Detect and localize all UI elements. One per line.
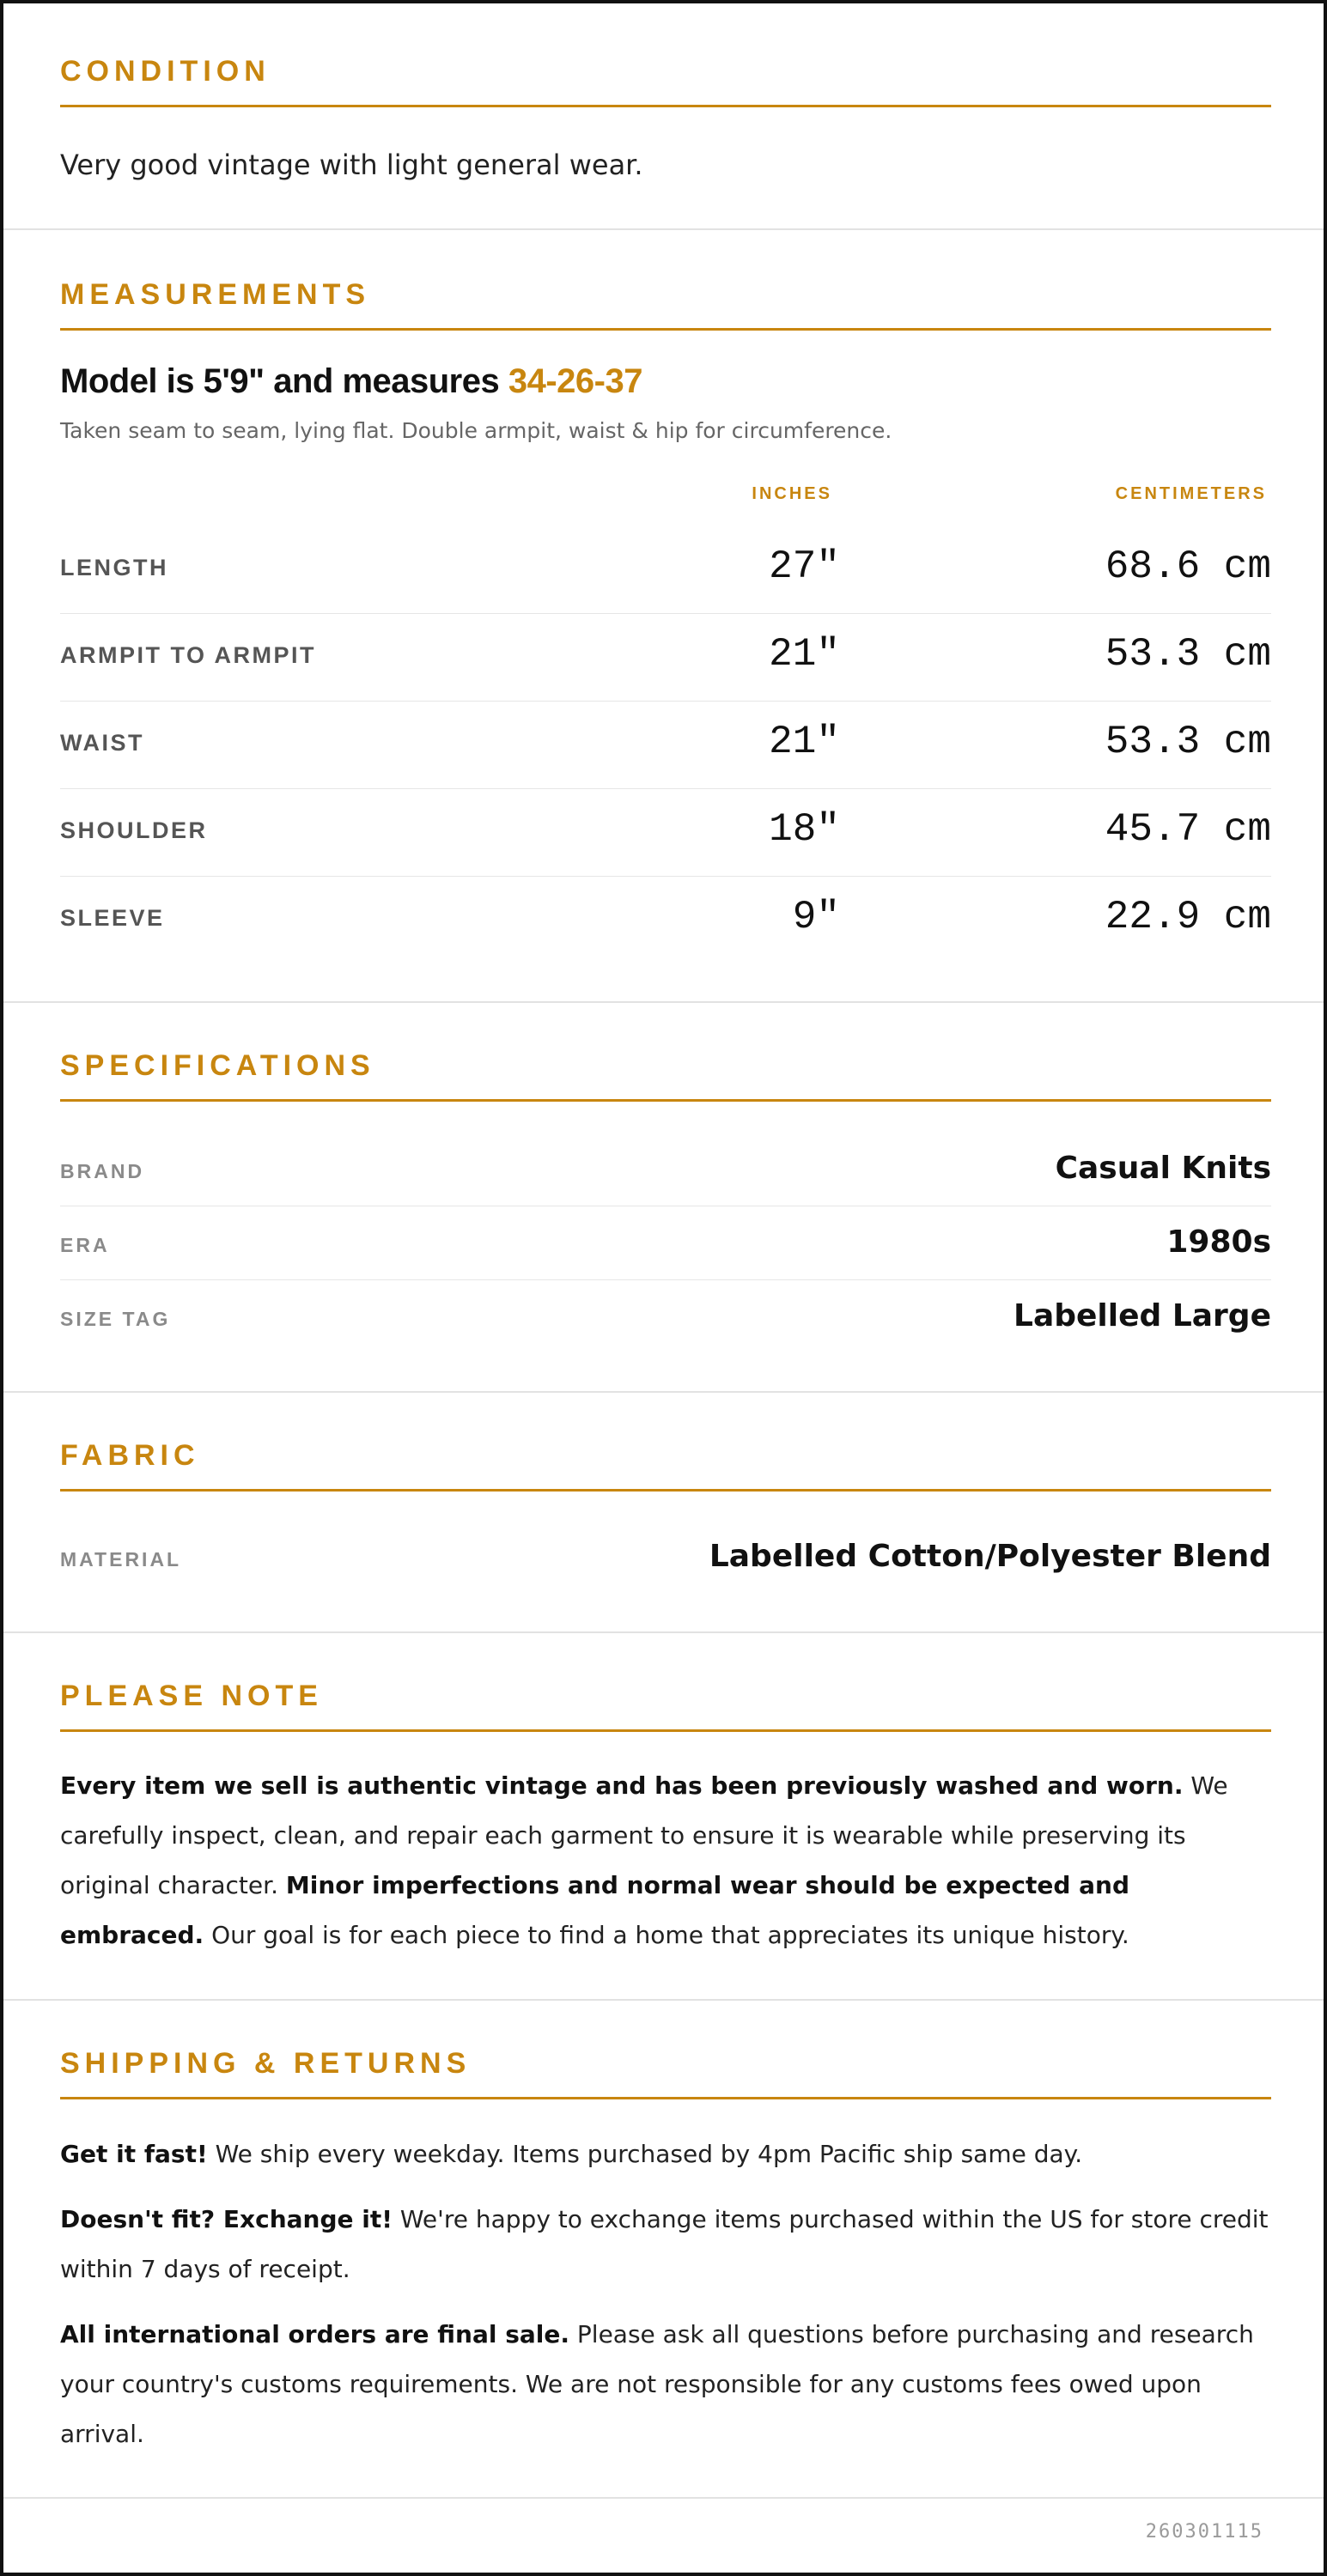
measurements-rule: [60, 328, 1271, 331]
note-paragraph: [60, 1761, 1271, 1960]
condition-rule: [60, 105, 1271, 107]
fabric-section: [3, 1391, 1324, 1633]
shipping-paragraph-exchange: [60, 2195, 1271, 2294]
measurement-cm: 53.3 cm: [1105, 720, 1271, 764]
measurement-inches: 18": [769, 807, 840, 852]
measurements-section: [3, 228, 1324, 1003]
specifications-heading: SPECIFICATIONS: [60, 1049, 375, 1082]
shipping-international-text: Please ask all questions before purchasing and research your country's customs requirements. We are not responsible for any customs fees owed upon arrival.: [60, 2320, 1254, 2448]
spec-label: SIZE TAG: [60, 1308, 171, 1330]
note-text-1: We carefully inspect, clean, and repair each garment to ensure it is wearable while preserving its original character.: [60, 1771, 1228, 1899]
fabric-value: Labelled Cotton/Polyester Blend: [709, 1539, 1271, 1574]
measurement-inches: 21": [769, 720, 840, 764]
note-bold-2: Minor imperfections and normal wear should be expected and embraced.: [60, 1871, 1129, 1949]
spec-row-era: [60, 1206, 1271, 1280]
measurement-cm: 53.3 cm: [1105, 632, 1271, 677]
measurement-row-length: [60, 526, 1271, 614]
shipping-international-bold: All international orders are final sale.: [60, 2320, 570, 2348]
shipping-fast-bold: Get it fast!: [60, 2140, 208, 2168]
measurement-label: WAIST: [60, 730, 144, 756]
fabric-rule: [60, 1489, 1271, 1492]
condition-section: [3, 3, 1324, 230]
shipping-exchange-bold: Doesn't fit? Exchange it!: [60, 2205, 393, 2233]
shipping-paragraph-international: [60, 2310, 1271, 2459]
spec-row-size-tag: [60, 1279, 1271, 1353]
measurement-label: ARMPIT TO ARMPIT: [60, 642, 316, 668]
note-text-2: Our goal is for each piece to find a home that appreciates its unique history.: [204, 1921, 1129, 1949]
spec-value: Labelled Large: [1014, 1298, 1271, 1334]
shipping-exchange-text: We're happy to exchange items purchased within the US for store credit within 7 days of receipt.: [60, 2205, 1269, 2283]
measurement-label: SHOULDER: [60, 817, 208, 843]
measurement-cm: 68.6 cm: [1105, 544, 1271, 589]
centimeters-column-header: CENTIMETERS: [1115, 484, 1267, 503]
measurement-row-shoulder: [60, 788, 1271, 877]
condition-heading: CONDITION: [60, 55, 271, 88]
inches-column-header: INCHES: [752, 484, 832, 503]
measurement-label: SLEEVE: [60, 905, 165, 931]
shipping-fast-text: We ship every weekday. Items purchased by 4pm Pacific ship same day.: [207, 2140, 1083, 2168]
spec-label: ERA: [60, 1234, 110, 1256]
note-section: [3, 1631, 1324, 2001]
shipping-heading: SHIPPING & RETURNS: [60, 2047, 472, 2080]
fabric-label: MATERIAL: [60, 1548, 182, 1571]
measurements-heading: MEASUREMENTS: [60, 278, 371, 311]
measurement-cm: 45.7 cm: [1105, 807, 1271, 852]
shipping-paragraph-fast: [60, 2129, 1271, 2179]
note-heading: PLEASE NOTE: [60, 1680, 323, 1712]
model-figures: 34-26-37: [508, 362, 642, 400]
measurement-row-waist: [60, 701, 1271, 789]
measurement-inches: 27": [769, 544, 840, 589]
shipping-rule: [60, 2097, 1271, 2099]
product-code: 260301115: [1145, 2521, 1263, 2543]
measurement-cm: 22.9 cm: [1105, 895, 1271, 939]
specifications-section: [3, 1001, 1324, 1393]
spec-value: Casual Knits: [1055, 1151, 1271, 1186]
fabric-row-material: [60, 1520, 1271, 1594]
condition-text: Very good vintage with light general wear.: [60, 149, 643, 181]
measurement-row-armpit: [60, 613, 1271, 702]
specifications-rule: [60, 1099, 1271, 1102]
note-bold-1: Every item we sell is authentic vintage and has been previously washed and worn.: [60, 1771, 1184, 1800]
measurement-row-sleeve: [60, 876, 1271, 963]
spec-label: BRAND: [60, 1160, 145, 1182]
fabric-heading: FABRIC: [60, 1439, 200, 1472]
measurement-inches: 9": [792, 895, 840, 939]
model-prefix: Model is 5'9" and measures: [60, 362, 508, 400]
measurement-inches: 21": [769, 632, 840, 677]
spec-row-brand: [60, 1132, 1271, 1206]
measurement-label: LENGTH: [60, 555, 168, 580]
measurement-note: Taken seam to seam, lying flat. Double armpit, waist & hip for circumference.: [60, 418, 892, 443]
spec-value: 1980s: [1166, 1224, 1271, 1260]
shipping-section: [3, 1999, 1324, 2499]
note-rule: [60, 1729, 1271, 1732]
model-measurements: [60, 362, 642, 401]
